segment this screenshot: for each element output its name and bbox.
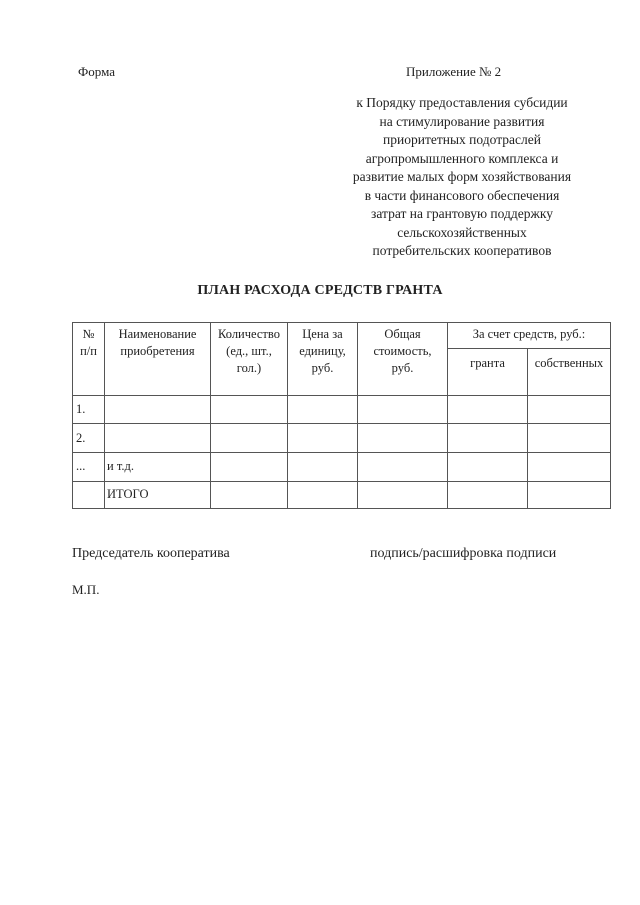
- header-num: № п/п: [80, 327, 97, 358]
- appendix-description: [330, 94, 594, 261]
- header-grant: гранта: [470, 356, 505, 370]
- table-line: [72, 452, 611, 453]
- table-line: [72, 395, 611, 396]
- row-name: и т.д.: [107, 459, 134, 473]
- appendix-label: Приложение № 2: [406, 64, 502, 79]
- row-num: 2.: [76, 431, 86, 445]
- appendix-line: в части финансового обеспечения: [364, 187, 560, 203]
- table-line: [610, 322, 611, 509]
- appendix-line: потребительских кооперативов: [372, 243, 552, 258]
- appendix-line: затрат на грантовую поддержку: [371, 206, 553, 221]
- header-source: За счет средств, руб.:: [472, 327, 586, 341]
- row-num: ...: [76, 459, 86, 473]
- row-total-label: ИТОГО: [107, 487, 149, 501]
- table-line: [72, 423, 611, 424]
- header-name: Наименование приобретения: [118, 327, 197, 358]
- row-num: 1.: [76, 402, 86, 416]
- appendix-line: сельскохозяйственных: [397, 224, 527, 240]
- table-line: [527, 349, 528, 509]
- table-line: [72, 481, 611, 482]
- header-qty: Количество (ед., шт., гол.): [218, 327, 280, 375]
- table-line: [72, 322, 611, 323]
- form-label: Форма: [78, 64, 115, 79]
- appendix-line: агропромышленного комплекса и: [365, 150, 559, 166]
- appendix-line: к Порядку предоставления субсидии: [356, 95, 568, 110]
- table-line: [447, 348, 611, 349]
- header-own: собственных: [534, 356, 604, 370]
- signature-field: подпись/расшифровка подписи: [370, 546, 557, 561]
- appendix-line: развитие малых форм хозяйствования: [352, 169, 572, 184]
- table-line: [72, 508, 611, 509]
- table-line: [447, 322, 448, 509]
- signature-role: Председатель кооператива: [72, 546, 230, 561]
- stamp-label: М.П.: [72, 582, 100, 597]
- document-title: ПЛАН РАСХОДА СРЕДСТВ ГРАНТА: [197, 283, 443, 298]
- appendix-line: приоритетных подотраслей: [383, 132, 541, 147]
- header-price: Цена за единицу, руб.: [299, 327, 346, 375]
- header-total: Общая стоимость, руб.: [373, 327, 432, 375]
- appendix-line: на стимулирование развития: [379, 113, 545, 129]
